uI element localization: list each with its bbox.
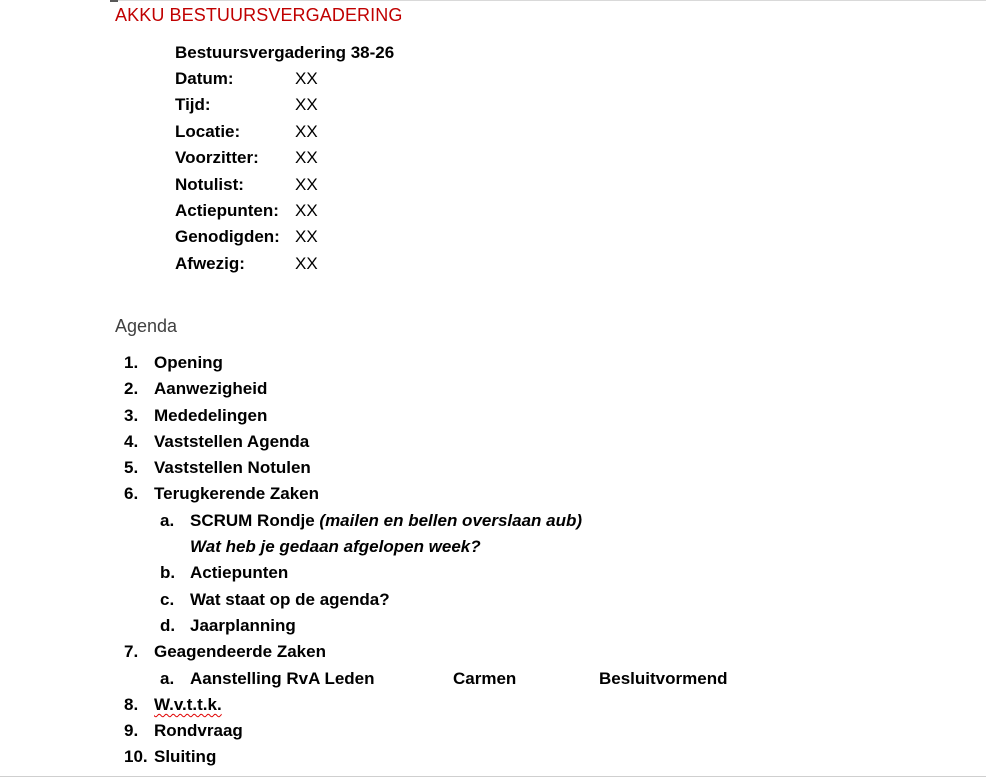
meta-row-actiepunten: [175, 200, 394, 226]
item-letter: a.: [160, 668, 175, 688]
item-text[interactable]: Terugkerende Zaken: [154, 484, 320, 504]
item-text[interactable]: Aanstelling RvA Leden: [190, 668, 375, 688]
item-text[interactable]: Opening: [154, 353, 223, 372]
agenda-heading[interactable]: Agenda: [115, 316, 178, 336]
item-type[interactable]: Besluitvormend: [599, 668, 728, 688]
meta-label[interactable]: Afwezig:: [175, 253, 245, 273]
meta-value[interactable]: XX: [295, 200, 318, 220]
agenda-item: [0, 641, 986, 667]
meta-value[interactable]: XX: [295, 148, 318, 168]
agenda-list: [0, 352, 986, 773]
agenda-item: [0, 694, 986, 720]
meeting-info-block: [175, 42, 394, 279]
meta-label[interactable]: Tijd:: [175, 95, 211, 115]
agenda-subitem: [0, 615, 986, 641]
meta-row-afwezig: [175, 253, 394, 279]
document-title[interactable]: AKKU BESTUURSVERGADERING: [115, 5, 403, 25]
item-letter: c.: [160, 589, 175, 609]
item-note: (mailen en bellen overslaan aub): [319, 510, 583, 530]
meta-value[interactable]: XX: [295, 95, 318, 115]
meta-value[interactable]: XX: [295, 121, 318, 141]
item-number: 2.: [124, 379, 139, 399]
meta-label[interactable]: Voorzitter:: [175, 148, 259, 168]
meta-row-notulist: [175, 174, 394, 200]
agenda-subitem: [0, 589, 986, 615]
meta-row-voorzitter: [175, 147, 394, 173]
meta-row-genodigden: [175, 226, 394, 252]
agenda-item: [0, 483, 986, 509]
meta-value[interactable]: XX: [295, 69, 318, 88]
item-number: 10.: [124, 747, 148, 767]
agenda-subitem: [0, 668, 986, 694]
item-text-spellcheck[interactable]: W.v.t.t.k.: [154, 694, 222, 714]
agenda-item: [0, 405, 986, 431]
item-text[interactable]: Vaststellen Agenda: [154, 431, 310, 451]
item-letter: a.: [160, 510, 175, 530]
agenda-subitem: [0, 510, 986, 536]
page-bottom-border: [0, 776, 986, 777]
item-text[interactable]: Wat heb je gedaan afgelopen week?: [190, 537, 481, 557]
item-title: SCRUM Rondje: [190, 510, 315, 530]
item-text[interactable]: Geagendeerde Zaken: [154, 642, 326, 662]
item-text[interactable]: Mededelingen: [154, 405, 268, 425]
agenda-subitem: [0, 562, 986, 588]
item-number: 1.: [124, 353, 139, 372]
item-text[interactable]: Actiepunten: [190, 563, 289, 583]
meta-label[interactable]: Datum:: [175, 69, 234, 88]
agenda-item: [0, 352, 986, 378]
item-text[interactable]: Vaststellen Notulen: [154, 458, 311, 478]
item-number: 8.: [124, 694, 139, 714]
item-text[interactable]: Wat staat op de agenda?: [190, 589, 390, 609]
item-text[interactable]: Sluiting: [154, 747, 217, 767]
item-number: 4.: [124, 431, 139, 451]
agenda-item: [0, 431, 986, 457]
item-number: 9.: [124, 721, 139, 741]
item-letter: d.: [160, 615, 176, 635]
meta-row-locatie: [175, 121, 394, 147]
item-text[interactable]: Jaarplanning: [190, 615, 296, 635]
page-top-border: [112, 0, 986, 1]
meta-value[interactable]: XX: [295, 174, 318, 194]
item-text[interactable]: [190, 510, 582, 532]
item-person[interactable]: Carmen: [453, 668, 517, 688]
meta-value[interactable]: XX: [295, 253, 318, 273]
agenda-item: [0, 457, 986, 483]
meta-row-datum: [175, 68, 394, 94]
agenda-item: [0, 746, 986, 772]
meeting-heading[interactable]: Bestuursvergadering 38-26: [175, 43, 395, 62]
item-letter: b.: [160, 563, 176, 583]
item-text[interactable]: Rondvraag: [154, 721, 243, 741]
agenda-subitem-continuation: [0, 536, 986, 562]
meta-label[interactable]: Genodigden:: [175, 227, 280, 247]
item-number: 5.: [124, 458, 139, 478]
agenda-item: [0, 378, 986, 404]
agenda-item: [0, 720, 986, 746]
item-number: 3.: [124, 405, 139, 425]
meta-value[interactable]: XX: [295, 227, 318, 247]
item-text[interactable]: Aanwezigheid: [154, 379, 268, 399]
meta-label[interactable]: Locatie:: [175, 121, 241, 141]
text-boundary-mark: [110, 0, 118, 2]
item-number: 7.: [124, 642, 139, 662]
meta-row-tijd: [175, 94, 394, 120]
meta-label[interactable]: Actiepunten:: [175, 200, 279, 220]
meta-label[interactable]: Notulist:: [175, 174, 244, 194]
item-number: 6.: [124, 484, 139, 504]
